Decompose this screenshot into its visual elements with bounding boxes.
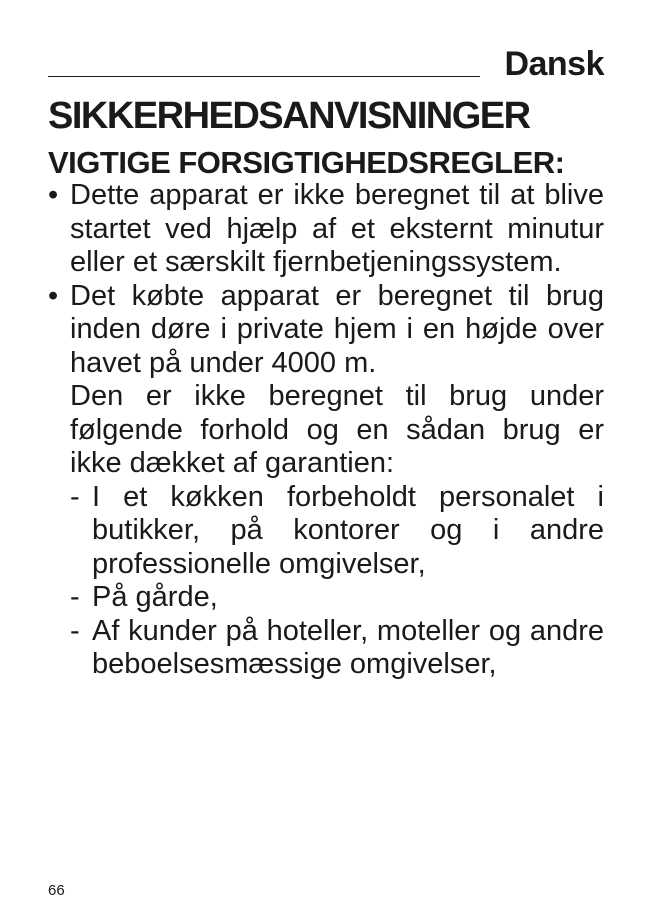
sub-title: VIGTIGE FORSIGTIGHEDSREGLER: (48, 145, 565, 180)
dash-mark: - (70, 581, 80, 613)
safety-bullet-list (48, 179, 604, 682)
dash-item (70, 581, 604, 615)
bullet-item-2 (48, 280, 604, 682)
bullet-item-1 (48, 179, 604, 280)
bullet-paragraph: Det købte apparat er beregnet til brug inden døre i private hjem i en højde over havet på under 4000 m. (70, 279, 604, 379)
dash-item-text: På gårde, (92, 581, 218, 613)
dash-item-text: I et køkken forbeholdt personalet i butikker, på kontorer og i andre professionelle omgivelser, (92, 480, 604, 580)
bullet-paragraph: Den er ikke beregnet til brug under følgende forhold og en sådan brug er ikke dækket af garantien: (70, 380, 604, 479)
language-label: Dansk (504, 45, 604, 83)
bullet-mark: • (48, 179, 59, 211)
dash-item (70, 481, 604, 582)
main-content (48, 92, 604, 682)
dash-mark: - (70, 614, 80, 647)
dash-mark: - (70, 480, 80, 513)
dash-item (70, 615, 604, 682)
page-header (48, 44, 604, 84)
bullet-paragraph: Dette apparat er ikke beregnet til at blive startet ved hjælp af et eksternt minutur eller et særskilt fjernbetjeningssystem. (70, 179, 604, 278)
page-number: 66 (48, 882, 65, 899)
bullet-mark: • (48, 279, 59, 312)
usage-exclusion-list (70, 481, 604, 682)
dash-item-text: Af kunder på hoteller, moteller og andre beboelsesmæssige omgivelser, (92, 614, 604, 680)
section-title: SIKKERHEDSANVISNINGER (48, 95, 530, 137)
header-rule (48, 76, 480, 77)
